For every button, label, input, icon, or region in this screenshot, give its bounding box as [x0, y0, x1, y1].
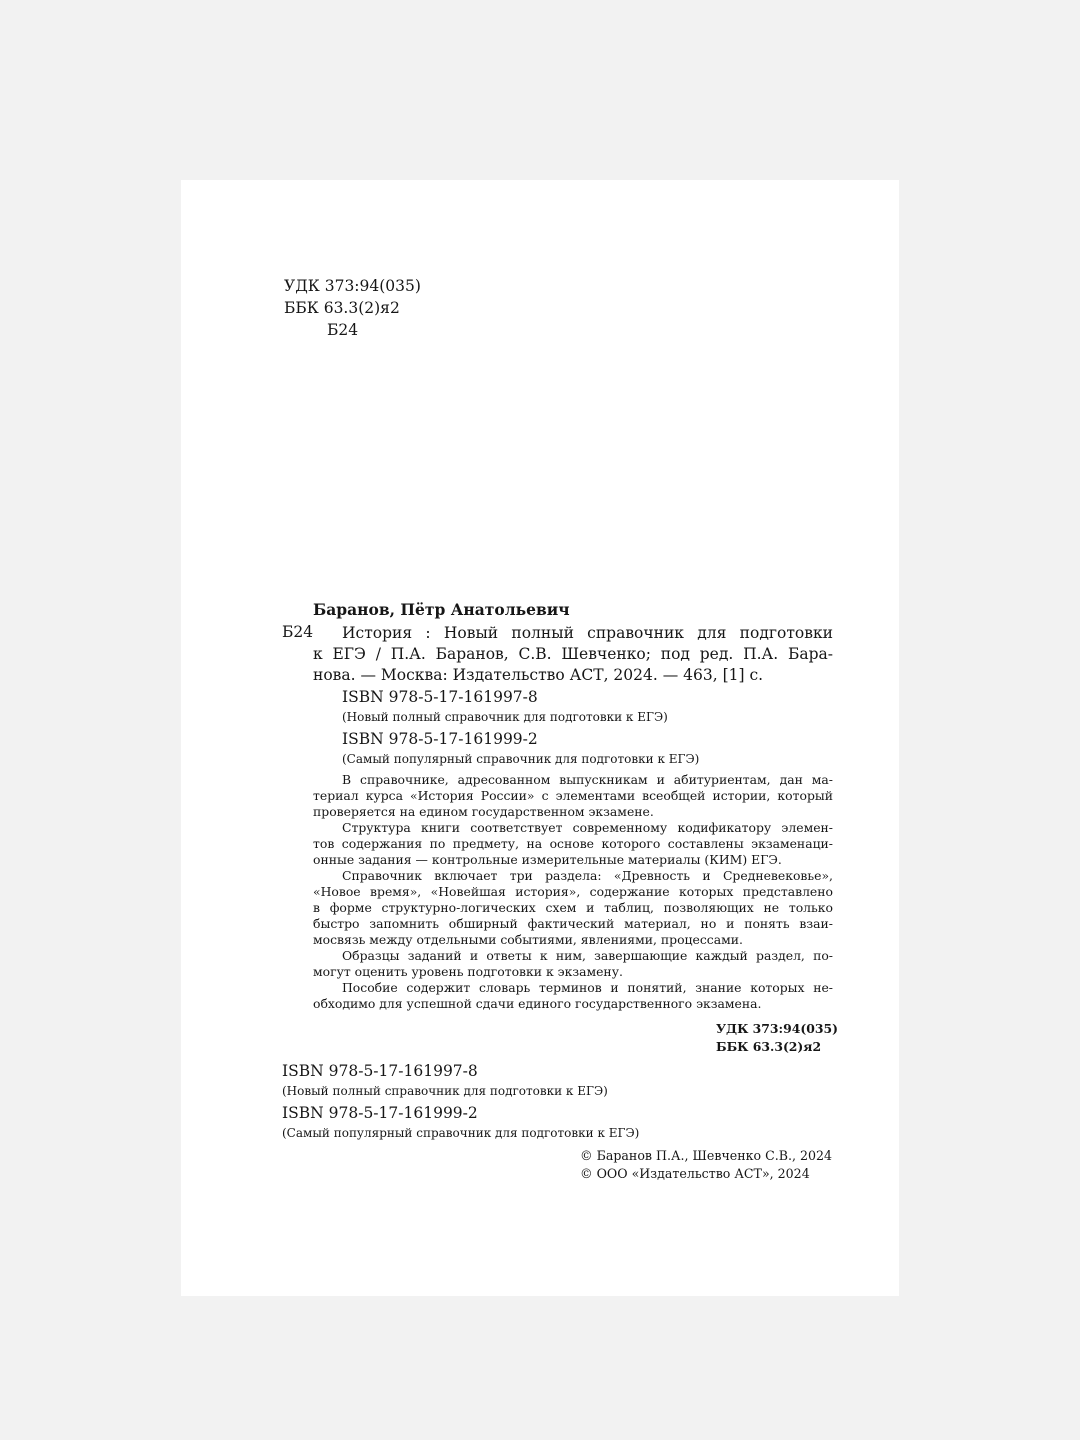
- bbk-code: ББК 63.3(2)я2: [284, 299, 400, 317]
- biblio-line-2: к ЕГЭ / П.А. Баранов, С.В. Шевченко; под ред. П.А. Бара-: [313, 645, 833, 663]
- biblio-line-1: История : Новый полный справочник для подготовки: [342, 624, 833, 642]
- annot-line: могут оценить уровень подготовки к экзамену.: [313, 964, 623, 979]
- annot-line: Образцы заданий и ответы к ним, завершающие каждый раздел, по-: [342, 948, 833, 963]
- annot-line: в форме структурно-логических схем и таблиц, позволяющих не только: [313, 900, 833, 915]
- biblio-line-3: нова. — Москва: Издательство АСТ, 2024. — 463, [1] с.: [313, 666, 764, 684]
- copyright-authors: © Баранов П.А., Шевченко С.В., 2024: [580, 1148, 833, 1163]
- biblio-mark: Б24: [282, 623, 314, 641]
- annot-line: Пособие содержит словарь терминов и понятий, знание которых не-: [342, 980, 833, 995]
- annot-line: обходимо для успешной сдачи единого государственного экзамена.: [313, 996, 762, 1011]
- author-name: Баранов, Пётр Анатольевич: [313, 600, 570, 619]
- top-codes: [284, 275, 421, 341]
- annot-line: быстро запомнить обширный фактический материал, но и понять взаи-: [313, 916, 833, 931]
- annot-line: «Новое время», «Новейшая история», содержание которых представлено: [313, 884, 833, 899]
- udk-code: УДК 373:94(035): [284, 277, 421, 295]
- bbk-code-right: ББК 63.3(2)я2: [716, 1039, 822, 1054]
- biblio-isbn-2: ISBN 978-5-17-161999-2: [342, 730, 538, 748]
- udk-code-right: УДК 373:94(035): [716, 1021, 838, 1036]
- isbn-1-note: (Новый полный справочник для подготовки к ЕГЭ): [282, 1084, 608, 1098]
- biblio-isbn-1: ISBN 978-5-17-161997-8: [342, 688, 538, 706]
- isbn-1: ISBN 978-5-17-161997-8: [282, 1062, 478, 1080]
- biblio-isbn-1-note: (Новый полный справочник для подготовки к ЕГЭ): [342, 710, 668, 724]
- copyright-publisher: © ООО «Издательство АСТ», 2024: [580, 1166, 810, 1181]
- annot-line: мосвязь между отдельными событиями, явлениями, процессами.: [313, 932, 743, 947]
- annot-line: проверяется на едином государственном экзамене.: [313, 804, 654, 819]
- annot-line: Справочник включает три раздела: «Древность и Средневековье»,: [342, 868, 833, 883]
- isbn-2: ISBN 978-5-17-161999-2: [282, 1104, 478, 1122]
- annot-line: Структура книги соответствует современному кодификатору элемен-: [342, 820, 833, 835]
- isbn-2-note: (Самый популярный справочник для подготовки к ЕГЭ): [282, 1126, 640, 1140]
- annot-line: В справочнике, адресованном выпускникам и абитуриентам, дан ма-: [342, 772, 833, 787]
- annot-line: тов содержания по предмету, на основе которого составлены экзаменаци-: [313, 836, 833, 851]
- annot-line: онные задания — контрольные измерительные материалы (КИМ) ЕГЭ.: [313, 852, 782, 867]
- annot-line: териал курса «История России» с элементами всеобщей истории, который: [313, 788, 833, 803]
- biblio-isbn-2-note: (Самый популярный справочник для подготовки к ЕГЭ): [342, 752, 700, 766]
- author-mark: Б24: [327, 321, 359, 339]
